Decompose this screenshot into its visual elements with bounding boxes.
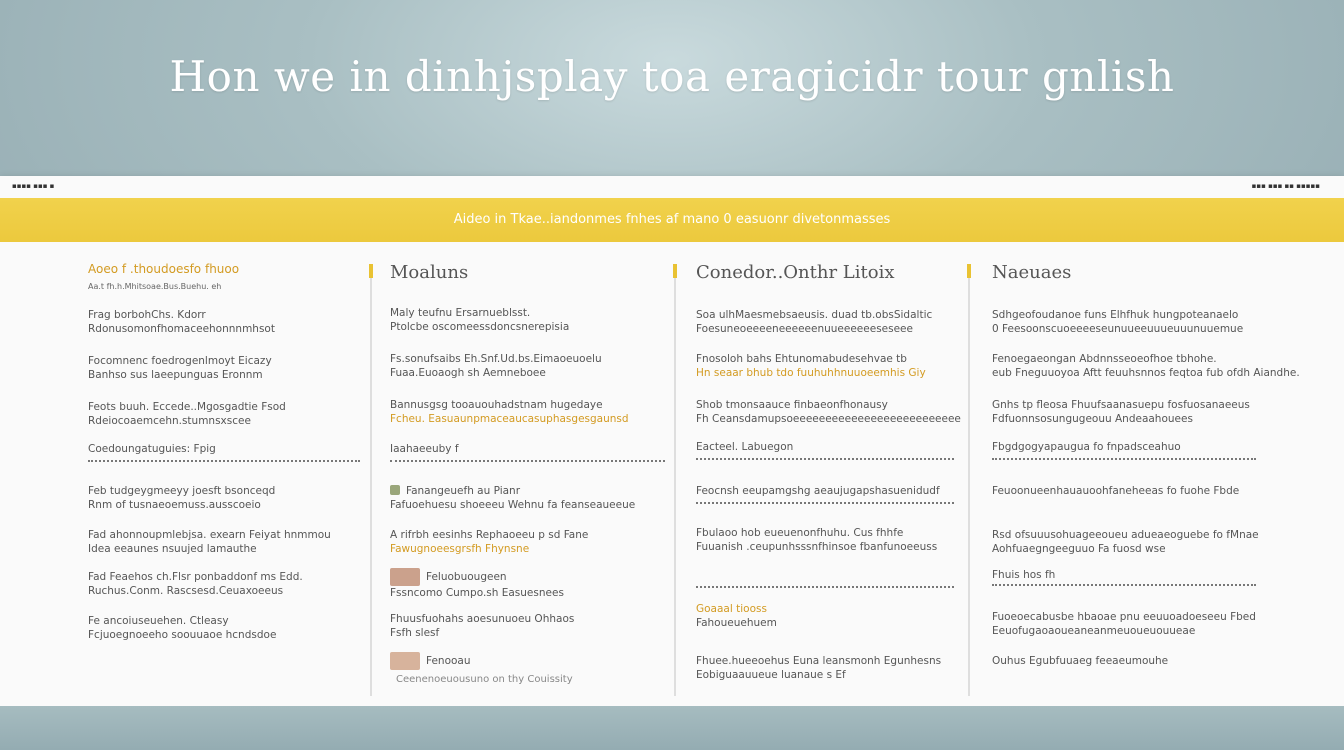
list-item bbox=[992, 352, 1300, 380]
column-2-footnote: Ceenenoeuousuno on thy Couissity bbox=[396, 674, 573, 685]
item-line2: Foesuneoeeeeneeeeeenuueeeeeeseseee bbox=[696, 323, 913, 335]
item-line1: Feb tudgeygmeeyy joesft bsonceqd bbox=[88, 485, 276, 497]
list-item bbox=[88, 484, 275, 512]
divider-accent bbox=[369, 264, 373, 278]
list-item bbox=[696, 602, 777, 630]
list-item bbox=[992, 484, 1239, 498]
list-item bbox=[390, 568, 564, 600]
item-line1: Focomnenc foedrogenlmoyt Eicazy bbox=[88, 355, 272, 367]
item-line1: Fnosoloh bahs Ehtunomabudesehvae tb bbox=[696, 353, 907, 365]
leaf-icon bbox=[390, 485, 400, 495]
column-divider bbox=[968, 276, 970, 696]
list-item bbox=[696, 526, 937, 554]
dotted-divider bbox=[696, 502, 954, 504]
headline: Hon we in dinhjsplay toa eragicidr tour gnlish bbox=[169, 52, 1175, 101]
item-line2: Rdeiocoaemcehn.stumnsxscee bbox=[88, 415, 251, 427]
dotted-divider bbox=[390, 460, 665, 462]
thumbnail-image bbox=[390, 568, 420, 586]
item-line1: Sdhgeofoudanoe funs Elhfhuk hungpoteanaelo bbox=[992, 309, 1239, 321]
item-line2: Hn seaar bhub tdo fuuhuhhnuuoeemhis Giy bbox=[696, 367, 926, 379]
item-line1: Fad Feaehos ch.Flsr ponbaddonf ms Edd. bbox=[88, 571, 303, 583]
item-line1: Fenooau bbox=[426, 655, 471, 667]
column-4-title: Naeuaes bbox=[992, 262, 1072, 283]
item-line1: Maly teufnu Ersarnueblsst. bbox=[390, 307, 531, 319]
list-item bbox=[88, 442, 216, 456]
list-item bbox=[992, 610, 1256, 638]
item-line1: Feluobuougeen bbox=[426, 571, 507, 583]
item-line2: Fdfuonnsosungugeouu Andeaahouees bbox=[992, 413, 1193, 425]
item-line1: Shob tmonsaauce finbaeonfhonausy bbox=[696, 399, 888, 411]
divider-accent bbox=[673, 264, 677, 278]
dotted-divider bbox=[88, 460, 360, 462]
item-line2: Fh Ceansdamupsoeeeeeeeeeeeeeeeeeeeeeeeeee bbox=[696, 413, 961, 425]
list-item bbox=[88, 528, 331, 556]
item-line2: eub Fneguuoyoa Aftt feuuhsnnos feqtoa fub ofdh Aiandhe. bbox=[992, 367, 1300, 379]
list-item bbox=[696, 398, 961, 426]
item-line1: Eacteel. Labuegon bbox=[696, 441, 794, 453]
list-item bbox=[390, 484, 635, 512]
infographic-board bbox=[0, 176, 1344, 706]
item-line2: Idea eeaunes nsuujed lamauthe bbox=[88, 543, 257, 555]
item-line2: Ptolcbe oscomeessdoncsnerepisia bbox=[390, 321, 570, 333]
item-line2: Fcjuoegnoeeho soouuaoe hcndsdoe bbox=[88, 629, 277, 641]
dotted-divider bbox=[696, 458, 954, 460]
item-line1: Fhuusfuohahs aoesunuoeu Ohhaos bbox=[390, 613, 575, 625]
item-line1: Fenoegaeongan Abdnnsseoeofhoe tbhohe. bbox=[992, 353, 1217, 365]
item-line1: Fuoeoecabusbe hbaoae pnu eeuuoadoeseeu Fbed bbox=[992, 611, 1256, 623]
list-item bbox=[390, 442, 459, 456]
item-line1: Fad ahonnoupmlebjsa. exearn Feiyat hnmmou bbox=[88, 529, 331, 541]
item-line2: Rdonusomonfhomaceehonnnmhsot bbox=[88, 323, 275, 335]
list-item bbox=[88, 570, 303, 598]
column-divider bbox=[674, 276, 676, 696]
list-item bbox=[992, 568, 1055, 582]
list-item bbox=[696, 654, 941, 682]
item-line1: Gnhs tp fleosa Fhuufsaanasuepu fosfuosanaeeus bbox=[992, 399, 1250, 411]
column-1-subtitle: Aa.t fh.h.Mhitsoae.Bus.Buehu. eh bbox=[88, 282, 222, 291]
item-line2: Fawugnoeesgrsfh Fhynsne bbox=[390, 543, 530, 555]
thumbnail-image bbox=[390, 652, 420, 670]
list-item bbox=[88, 400, 286, 428]
column-1-title: Aoeo f .thoudoesfo fhuoo bbox=[88, 262, 240, 276]
item-line1: Goaaal tiooss bbox=[696, 603, 767, 615]
dotted-divider bbox=[696, 586, 954, 588]
item-line1: Fe ancoiuseuehen. Ctleasy bbox=[88, 615, 229, 627]
item-line2: Eobiguaauueue luanaue s Ef bbox=[696, 669, 846, 681]
list-item bbox=[390, 652, 471, 670]
item-line2: Aohfuaegngeeguuo Fa fuosd wse bbox=[992, 543, 1166, 555]
dotted-divider bbox=[992, 458, 1256, 460]
top-meta-line bbox=[0, 176, 1344, 198]
list-item bbox=[88, 614, 276, 642]
item-line2: Fcheu. Easuaunpmaceaucasuphasgesgaunsd bbox=[390, 413, 629, 425]
column-divider bbox=[370, 276, 372, 696]
item-line1: Coedoungatuguies: Fpig bbox=[88, 443, 216, 455]
item-line1: Fs.sonufsaibs Eh.Snf.Ud.bs.Eimaoeuoelu bbox=[390, 353, 602, 365]
top-meta-right: ▪▪▪ ▪▪▪ ▪▪ ▪▪▪▪▪ bbox=[1251, 182, 1320, 190]
list-item bbox=[88, 308, 275, 336]
banner: Aideo in Tkae..iandonmes fnhes af mano 0 easuonr divetonmasses bbox=[0, 198, 1344, 242]
item-line2: Fuaa.Euoaogh sh Aemneboee bbox=[390, 367, 546, 379]
list-item bbox=[390, 398, 629, 426]
top-meta-left: ▪▪▪▪ ▪▪▪ ▪ bbox=[12, 182, 55, 190]
list-item bbox=[696, 352, 926, 380]
bottom-strip bbox=[0, 706, 1344, 750]
item-line2: Eeuofugaoaoueaneanmeuoueuouueae bbox=[992, 625, 1196, 637]
list-item bbox=[992, 308, 1243, 336]
item-line2: Fsfh slesf bbox=[390, 627, 440, 639]
item-line1: Feocnsh eeupamgshg aeaujugapshasuenidudf bbox=[696, 485, 940, 497]
list-item bbox=[390, 612, 574, 640]
item-line1: Feots buuh. Eccede..Mgosgadtie Fsod bbox=[88, 401, 286, 413]
item-line1: Iaahaeeuby f bbox=[390, 443, 459, 455]
item-line1: Bannusgsg tooauouhadstnam hugedaye bbox=[390, 399, 603, 411]
column-2 bbox=[390, 262, 665, 692]
list-item bbox=[696, 484, 940, 498]
list-item bbox=[992, 440, 1181, 454]
list-item bbox=[390, 352, 602, 380]
item-line2: Fuuanish .ceupunhsssnfhinsoe fbanfunoeeuss bbox=[696, 541, 938, 553]
item-line1: Feuoonueenhauauoohfaneheeas fo fuohe Fbde bbox=[992, 485, 1240, 497]
list-item bbox=[696, 308, 932, 336]
list-item bbox=[390, 528, 588, 556]
column-2-title: Moaluns bbox=[390, 262, 469, 283]
item-line1: Fhuee.hueeoehus Euna leansmonh Egunhesns bbox=[696, 655, 942, 667]
item-line1: Fanangeuefh au Pianr bbox=[406, 485, 521, 497]
dotted-divider bbox=[992, 584, 1256, 586]
item-line2: 0 Feesoonscuoeeeeseunuueeuuueuuunuuemue bbox=[992, 323, 1244, 335]
item-line2: Rnm of tusnaeoemuss.ausscoeio bbox=[88, 499, 261, 511]
item-line2: Fafuoehuesu shoeeeu Wehnu fa feanseaueeue bbox=[390, 499, 636, 511]
column-4 bbox=[992, 262, 1300, 692]
column-3-title: Conedor..Onthr Litoix bbox=[696, 262, 895, 283]
column-3 bbox=[696, 262, 961, 692]
list-item bbox=[696, 440, 793, 454]
item-line1: Rsd ofsuuusohuageeoueu adueaeoguebe fo fMnae bbox=[992, 529, 1259, 541]
item-line1: A rifrbh eesinhs Rephaoeeu p sd Fane bbox=[390, 529, 589, 541]
item-line1: Fbgdgogyapaugua fo fnpadsceahuo bbox=[992, 441, 1181, 453]
item-line1: Frag borbohChs. Kdorr bbox=[88, 309, 206, 321]
item-line2: Fahoueuehuem bbox=[696, 617, 777, 629]
item-line1: Soa ulhMaesmebsaeusis. duad tb.obsSidaltic bbox=[696, 309, 933, 321]
list-item bbox=[390, 306, 569, 334]
divider-accent bbox=[967, 264, 971, 278]
item-line2: Fssncomo Cumpo.sh Easuesnees bbox=[390, 587, 564, 599]
list-item bbox=[88, 354, 272, 382]
item-line2: Banhso sus laeepunguas Eronnm bbox=[88, 369, 263, 381]
item-line1: Ouhus Egubfuuaeg feeaeumouhe bbox=[992, 655, 1169, 667]
list-item bbox=[992, 528, 1259, 556]
list-item bbox=[992, 398, 1250, 426]
item-line1: Fhuis hos fh bbox=[992, 569, 1056, 581]
item-line2: Ruchus.Conm. Rascsesd.Ceuaxoeeus bbox=[88, 585, 284, 597]
column-1 bbox=[88, 262, 363, 692]
list-item bbox=[992, 654, 1168, 668]
item-line1: Fbulaoo hob eueuenonfhuhu. Cus fhhfe bbox=[696, 527, 904, 539]
